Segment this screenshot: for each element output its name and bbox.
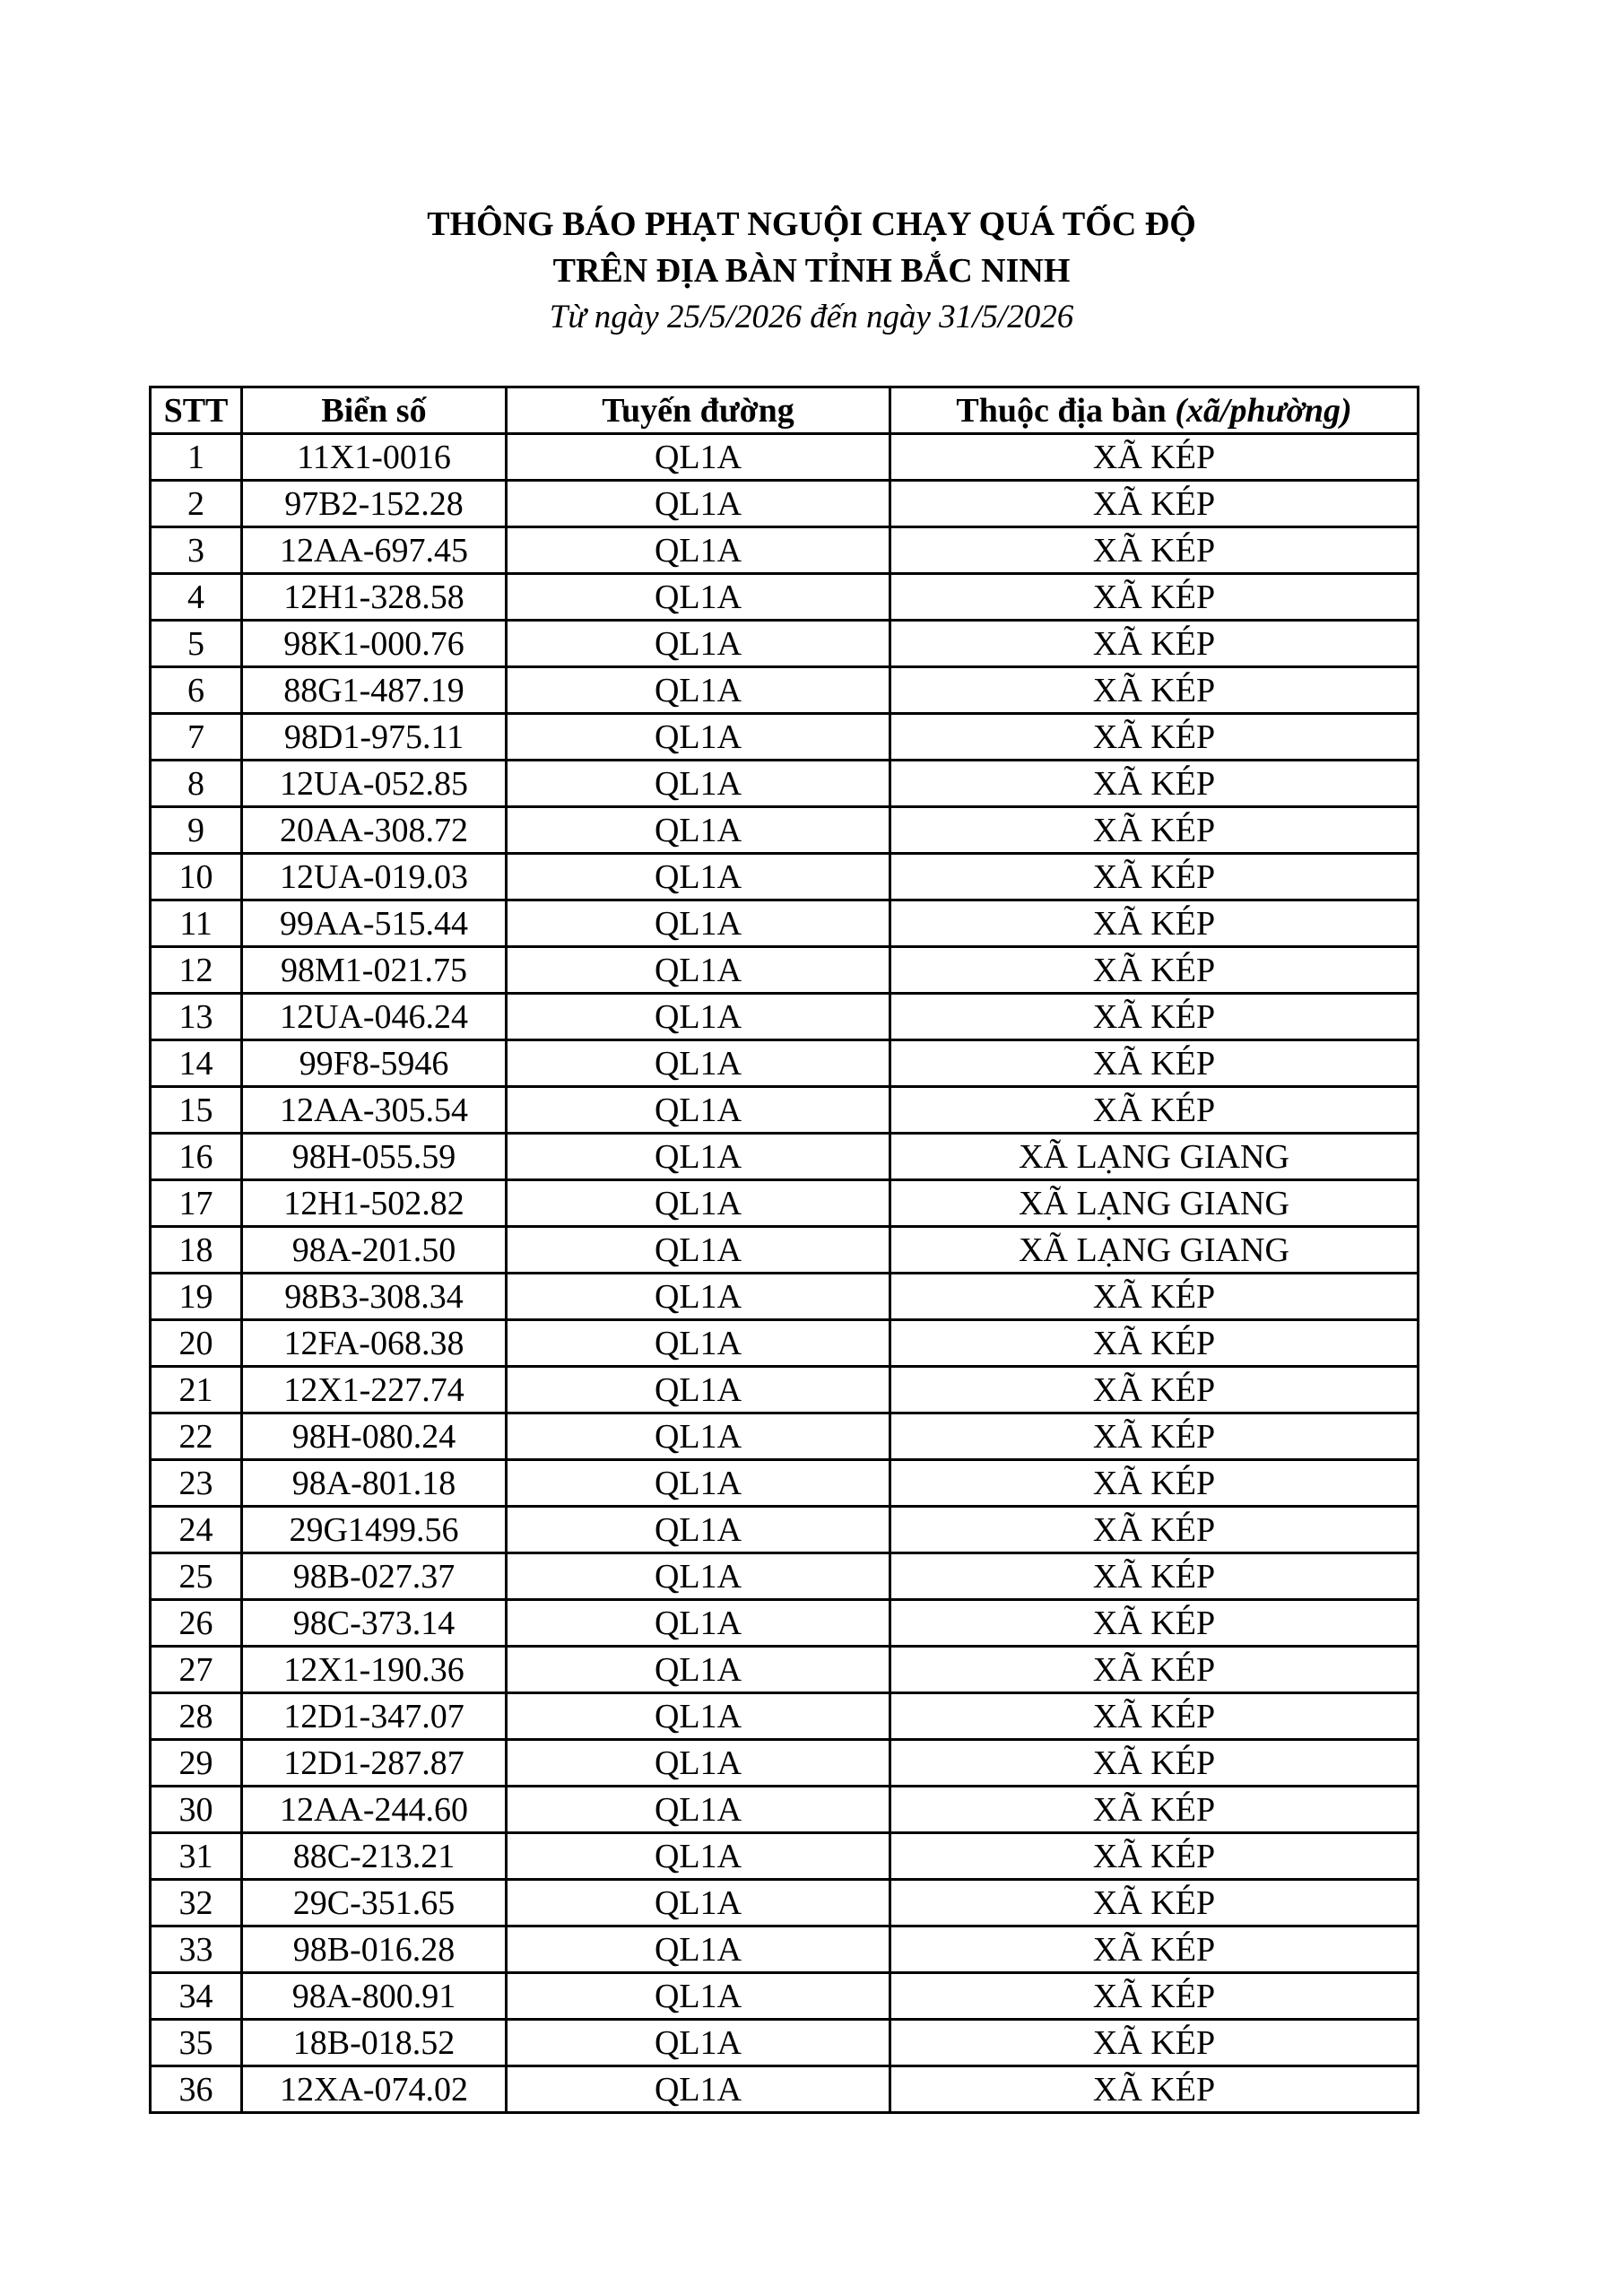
cell-plate: 12AA-305.54 xyxy=(242,1087,507,1134)
cell-plate: 12D1-287.87 xyxy=(242,1740,507,1787)
table-row xyxy=(151,1460,1419,1507)
cell-area: XÃ KÉP xyxy=(890,1460,1419,1507)
cell-stt: 11 xyxy=(151,900,242,947)
table-row xyxy=(151,1320,1419,1367)
cell-road: QL1A xyxy=(507,807,890,854)
cell-road: QL1A xyxy=(507,1880,890,1926)
cell-road: QL1A xyxy=(507,1180,890,1227)
header-road: Tuyến đường xyxy=(507,387,890,434)
cell-area: XÃ KÉP xyxy=(890,621,1419,667)
cell-plate: 98A-801.18 xyxy=(242,1460,507,1507)
cell-plate: 12D1-347.07 xyxy=(242,1693,507,1740)
date-range: Từ ngày 25/5/2026 đến ngày 31/5/2026 xyxy=(549,299,1074,335)
table-row xyxy=(151,1880,1419,1926)
cell-plate: 98B-027.37 xyxy=(242,1553,507,1600)
cell-area: XÃ KÉP xyxy=(890,574,1419,621)
cell-plate: 12X1-190.36 xyxy=(242,1647,507,1693)
cell-plate: 98M1-021.75 xyxy=(242,947,507,994)
table-row xyxy=(151,807,1419,854)
document-title-line-2: TRÊN ĐỊA BÀN TỈNH BẮC NINH xyxy=(552,252,1071,290)
cell-area: XÃ KÉP xyxy=(890,1926,1419,1973)
cell-stt: 8 xyxy=(151,761,242,807)
table-row xyxy=(151,900,1419,947)
cell-stt: 19 xyxy=(151,1274,242,1320)
cell-road: QL1A xyxy=(507,1460,890,1507)
cell-stt: 12 xyxy=(151,947,242,994)
cell-area: XÃ KÉP xyxy=(890,1553,1419,1600)
cell-plate: 12H1-328.58 xyxy=(242,574,507,621)
table-row xyxy=(151,1413,1419,1460)
cell-area: XÃ KÉP xyxy=(890,1087,1419,1134)
cell-road: QL1A xyxy=(507,1507,890,1553)
cell-area: XÃ KÉP xyxy=(890,1787,1419,1833)
cell-stt: 22 xyxy=(151,1413,242,1460)
cell-stt: 32 xyxy=(151,1880,242,1926)
cell-road: QL1A xyxy=(507,1274,890,1320)
cell-stt: 10 xyxy=(151,854,242,900)
table-row xyxy=(151,1367,1419,1413)
table-row xyxy=(151,761,1419,807)
cell-road: QL1A xyxy=(507,1833,890,1880)
cell-plate: 98K1-000.76 xyxy=(242,621,507,667)
cell-plate: 29C-351.65 xyxy=(242,1880,507,1926)
cell-plate: 99F8-5946 xyxy=(242,1040,507,1087)
table-row xyxy=(151,2020,1419,2066)
cell-road: QL1A xyxy=(507,527,890,574)
table-row xyxy=(151,667,1419,714)
cell-road: QL1A xyxy=(507,1926,890,1973)
cell-stt: 13 xyxy=(151,994,242,1040)
cell-stt: 3 xyxy=(151,527,242,574)
header-area xyxy=(890,387,1419,434)
table-row xyxy=(151,2066,1419,2113)
cell-area: XÃ LẠNG GIANG xyxy=(890,1134,1419,1180)
cell-plate: 98H-055.59 xyxy=(242,1134,507,1180)
cell-road: QL1A xyxy=(507,1553,890,1600)
cell-plate: 98A-201.50 xyxy=(242,1227,507,1274)
cell-road: QL1A xyxy=(507,621,890,667)
cell-plate: 12FA-068.38 xyxy=(242,1320,507,1367)
cell-area: XÃ KÉP xyxy=(890,854,1419,900)
table-row xyxy=(151,1926,1419,1973)
cell-road: QL1A xyxy=(507,994,890,1040)
cell-area: XÃ KÉP xyxy=(890,994,1419,1040)
document-header xyxy=(0,201,1623,341)
cell-stt: 16 xyxy=(151,1134,242,1180)
cell-plate: 12X1-227.74 xyxy=(242,1367,507,1413)
cell-stt: 6 xyxy=(151,667,242,714)
cell-plate: 11X1-0016 xyxy=(242,434,507,481)
cell-area: XÃ KÉP xyxy=(890,1833,1419,1880)
cell-stt: 23 xyxy=(151,1460,242,1507)
cell-plate: 99AA-515.44 xyxy=(242,900,507,947)
cell-road: QL1A xyxy=(507,434,890,481)
table-row xyxy=(151,1507,1419,1553)
cell-road: QL1A xyxy=(507,1134,890,1180)
table-row xyxy=(151,574,1419,621)
header-stt: STT xyxy=(151,387,242,434)
cell-plate: 20AA-308.72 xyxy=(242,807,507,854)
table-row xyxy=(151,1180,1419,1227)
cell-plate: 98D1-975.11 xyxy=(242,714,507,761)
cell-stt: 25 xyxy=(151,1553,242,1600)
cell-stt: 15 xyxy=(151,1087,242,1134)
cell-plate: 12XA-074.02 xyxy=(242,2066,507,2113)
table-row xyxy=(151,1553,1419,1600)
table-body xyxy=(151,434,1419,2113)
cell-stt: 4 xyxy=(151,574,242,621)
table-header-row xyxy=(151,387,1419,434)
cell-plate: 12AA-697.45 xyxy=(242,527,507,574)
cell-stt: 34 xyxy=(151,1973,242,2020)
table-row xyxy=(151,1647,1419,1693)
cell-area: XÃ KÉP xyxy=(890,1274,1419,1320)
cell-road: QL1A xyxy=(507,1600,890,1647)
table-row xyxy=(151,1087,1419,1134)
cell-area: XÃ KÉP xyxy=(890,807,1419,854)
cell-area: XÃ KÉP xyxy=(890,761,1419,807)
cell-area: XÃ KÉP xyxy=(890,1040,1419,1087)
cell-area: XÃ KÉP xyxy=(890,667,1419,714)
cell-plate: 12UA-019.03 xyxy=(242,854,507,900)
cell-stt: 35 xyxy=(151,2020,242,2066)
cell-road: QL1A xyxy=(507,574,890,621)
cell-road: QL1A xyxy=(507,2066,890,2113)
table-row xyxy=(151,994,1419,1040)
cell-area: XÃ KÉP xyxy=(890,714,1419,761)
cell-area: XÃ KÉP xyxy=(890,1693,1419,1740)
cell-area: XÃ KÉP xyxy=(890,1367,1419,1413)
cell-area: XÃ KÉP xyxy=(890,2020,1419,2066)
cell-stt: 17 xyxy=(151,1180,242,1227)
cell-area: XÃ KÉP xyxy=(890,434,1419,481)
cell-area: XÃ LẠNG GIANG xyxy=(890,1180,1419,1227)
table-row xyxy=(151,1973,1419,2020)
document-title-line-1: THÔNG BÁO PHẠT NGUỘI CHẠY QUÁ TỐC ĐỘ xyxy=(427,205,1196,243)
cell-area: XÃ KÉP xyxy=(890,1647,1419,1693)
cell-stt: 7 xyxy=(151,714,242,761)
violations-table xyxy=(149,386,1419,2114)
table-row xyxy=(151,1274,1419,1320)
table-row xyxy=(151,1740,1419,1787)
cell-area: XÃ KÉP xyxy=(890,900,1419,947)
cell-road: QL1A xyxy=(507,667,890,714)
cell-plate: 98A-800.91 xyxy=(242,1973,507,2020)
header-area-main: Thuộc địa bàn xyxy=(956,391,1176,430)
cell-plate: 12H1-502.82 xyxy=(242,1180,507,1227)
cell-plate: 88G1-487.19 xyxy=(242,667,507,714)
cell-road: QL1A xyxy=(507,761,890,807)
table-row xyxy=(151,434,1419,481)
cell-stt: 1 xyxy=(151,434,242,481)
cell-plate: 18B-018.52 xyxy=(242,2020,507,2066)
cell-stt: 20 xyxy=(151,1320,242,1367)
cell-stt: 28 xyxy=(151,1693,242,1740)
table-row xyxy=(151,1040,1419,1087)
cell-plate: 98B3-308.34 xyxy=(242,1274,507,1320)
cell-area: XÃ KÉP xyxy=(890,1600,1419,1647)
header-plate: Biển số xyxy=(242,387,507,434)
cell-road: QL1A xyxy=(507,1087,890,1134)
cell-plate: 12AA-244.60 xyxy=(242,1787,507,1833)
cell-plate: 98C-373.14 xyxy=(242,1600,507,1647)
cell-area: XÃ KÉP xyxy=(890,1320,1419,1367)
cell-road: QL1A xyxy=(507,1973,890,2020)
cell-road: QL1A xyxy=(507,900,890,947)
cell-area: XÃ KÉP xyxy=(890,1880,1419,1926)
cell-plate: 12UA-046.24 xyxy=(242,994,507,1040)
table-row xyxy=(151,1693,1419,1740)
cell-stt: 33 xyxy=(151,1926,242,1973)
cell-area: XÃ KÉP xyxy=(890,947,1419,994)
cell-plate: 97B2-152.28 xyxy=(242,481,507,527)
cell-area: XÃ KÉP xyxy=(890,2066,1419,2113)
table-row xyxy=(151,481,1419,527)
cell-road: QL1A xyxy=(507,1647,890,1693)
header-area-italic: (xã/phường) xyxy=(1175,391,1352,430)
cell-stt: 5 xyxy=(151,621,242,667)
cell-area: XÃ KÉP xyxy=(890,1740,1419,1787)
cell-road: QL1A xyxy=(507,1787,890,1833)
cell-plate: 98H-080.24 xyxy=(242,1413,507,1460)
cell-stt: 29 xyxy=(151,1740,242,1787)
cell-road: QL1A xyxy=(507,947,890,994)
cell-area: XÃ LẠNG GIANG xyxy=(890,1227,1419,1274)
table-row xyxy=(151,1134,1419,1180)
cell-stt: 2 xyxy=(151,481,242,527)
cell-stt: 14 xyxy=(151,1040,242,1087)
cell-area: XÃ KÉP xyxy=(890,1413,1419,1460)
cell-plate: 98B-016.28 xyxy=(242,1926,507,1973)
cell-area: XÃ KÉP xyxy=(890,1507,1419,1553)
cell-road: QL1A xyxy=(507,1320,890,1367)
cell-plate: 88C-213.21 xyxy=(242,1833,507,1880)
cell-stt: 18 xyxy=(151,1227,242,1274)
table-row xyxy=(151,1787,1419,1833)
cell-stt: 30 xyxy=(151,1787,242,1833)
cell-road: QL1A xyxy=(507,854,890,900)
cell-area: XÃ KÉP xyxy=(890,481,1419,527)
cell-plate: 29G1499.56 xyxy=(242,1507,507,1553)
cell-road: QL1A xyxy=(507,714,890,761)
cell-road: QL1A xyxy=(507,1367,890,1413)
cell-road: QL1A xyxy=(507,2020,890,2066)
cell-area: XÃ KÉP xyxy=(890,1973,1419,2020)
table-row xyxy=(151,1600,1419,1647)
table-row xyxy=(151,1227,1419,1274)
cell-area: XÃ KÉP xyxy=(890,527,1419,574)
cell-road: QL1A xyxy=(507,1227,890,1274)
cell-plate: 12UA-052.85 xyxy=(242,761,507,807)
table-row xyxy=(151,1833,1419,1880)
cell-stt: 27 xyxy=(151,1647,242,1693)
table-row xyxy=(151,621,1419,667)
cell-road: QL1A xyxy=(507,1040,890,1087)
cell-road: QL1A xyxy=(507,1413,890,1460)
cell-stt: 9 xyxy=(151,807,242,854)
cell-stt: 31 xyxy=(151,1833,242,1880)
table-row xyxy=(151,527,1419,574)
cell-stt: 24 xyxy=(151,1507,242,1553)
cell-stt: 21 xyxy=(151,1367,242,1413)
cell-road: QL1A xyxy=(507,1740,890,1787)
cell-stt: 36 xyxy=(151,2066,242,2113)
table-row xyxy=(151,947,1419,994)
cell-road: QL1A xyxy=(507,1693,890,1740)
cell-stt: 26 xyxy=(151,1600,242,1647)
table-row xyxy=(151,854,1419,900)
cell-road: QL1A xyxy=(507,481,890,527)
table-row xyxy=(151,714,1419,761)
